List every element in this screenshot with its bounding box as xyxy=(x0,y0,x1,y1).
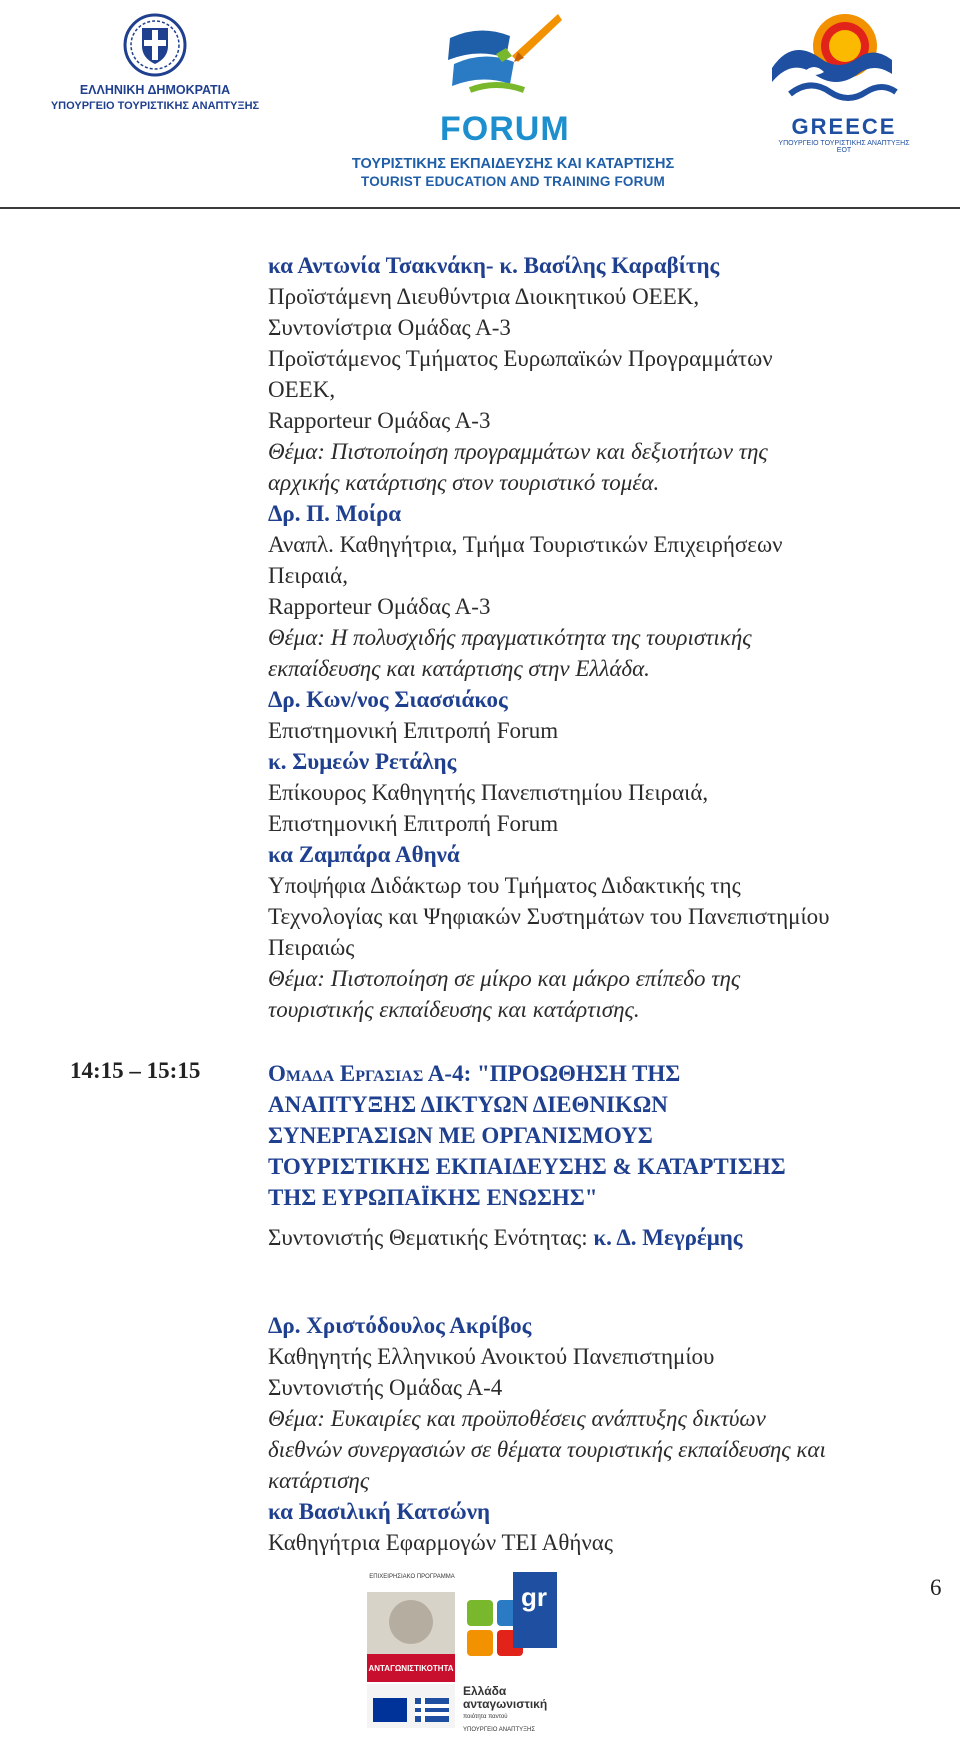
greek-coat-of-arms-icon xyxy=(120,10,190,80)
session-title-line: Α-4: "ΠΡΟΩΘΗΣΗ ΤΗΣ xyxy=(423,1061,681,1086)
topic-line: Θέμα: Πιστοποίηση προγραμμάτων και δεξιοτήτων της xyxy=(268,439,768,464)
topic-line: εκπαίδευσης και κατάρτισης στην Ελλάδα. xyxy=(268,656,650,681)
speaker-name: Δρ. Π. Μοίρα xyxy=(268,501,402,526)
ellada-line1: Ελλάδα xyxy=(463,1684,507,1698)
session-title-line: ΤΗΣ ΕΥΡΩΠΑΪΚΗΣ ΕΝΩΣΗΣ" xyxy=(268,1185,598,1210)
speaker-name: Δρ. Κων/νος Σιασσιάκος xyxy=(268,687,508,712)
topic-line: Θέμα: Πιστοποίηση σε μίκρο και μάκρο επίπεδο της xyxy=(268,966,741,991)
ministry-line2: ΥΠΟΥΡΓΕΙΟ ΤΟΥΡΙΣΤΙΚΗΣ ΑΝΑΠΤΥΞΗΣ xyxy=(50,100,260,112)
speaker-name: κ. Συμεών Ρετάλης xyxy=(268,749,457,774)
forum-title: FORUM xyxy=(440,110,570,148)
greece-tourism-logo xyxy=(760,6,920,166)
forum-subtitle-greek: ΤΟΥΡΙΣΤΙΚΗΣ ΕΚΠΑΙΔΕΥΣΗΣ ΚΑΙ ΚΑΤΑΡΤΙΣΗΣ xyxy=(351,156,675,172)
forum-logo xyxy=(320,10,700,200)
banner-word: ΑΝΤΑΓΩΝΙΣΤΙΚΟΤΗΤΑ xyxy=(368,1664,454,1673)
speaker-role: Rapporteur Ομάδας Α-3 xyxy=(268,594,491,619)
forum-subtitle-english: TOURIST EDUCATION AND TRAINING FORUM xyxy=(361,174,665,189)
header-divider xyxy=(0,207,960,209)
speaker-name: Δρ. Χριστόδουλος Ακρίβος xyxy=(268,1313,532,1338)
speaker-role: ΟΕΕΚ, xyxy=(268,377,336,402)
greece-logo-subtext: ΥΠΟΥΡΓΕΙΟ ΤΟΥΡΙΣΤΙΚΗΣ ΑΝΑΠΤΥΞΗΣ ΕΟΤ xyxy=(778,140,910,154)
coordinator-label: Συντονιστής Θεματικής Ενότητας: xyxy=(268,1225,594,1250)
svg-text:gr: gr xyxy=(521,1582,547,1612)
speaker-role: Αναπλ. Καθηγήτρια, Τμήμα Τουριστικών Επιχειρήσεων xyxy=(268,532,783,557)
speaker-role: Συντονίστρια Ομάδας Α-3 xyxy=(268,315,511,340)
speaker-role: Καθηγήτρια Εφαρμογών ΤΕΙ Αθήνας xyxy=(268,1530,613,1555)
speaker-role: Καθηγητής Ελληνικού Ανοικτού Πανεπιστημίου xyxy=(268,1344,715,1369)
speaker-role: Συντονιστής Ομάδας Α-4 xyxy=(268,1375,503,1400)
speaker-role: Επίκουρος Καθηγητής Πανεπιστημίου Πειραιά, xyxy=(268,780,709,805)
speaker-role: Επιστημονική Επιτροπή Forum xyxy=(268,718,559,743)
topic-line: τουριστικής εκπαίδευσης και κατάρτισης. xyxy=(268,997,640,1022)
speakers-a3 xyxy=(268,250,940,1025)
speaker-name: κα Βασιλική Κατσώνη xyxy=(268,1499,491,1524)
session-coordinator xyxy=(268,1225,743,1251)
ministry-line1: ΕΛΛΗΝΙΚΗ ΔΗΜΟΚΡΑΤΙΑ xyxy=(79,83,231,97)
banner-top-text: ΕΠΙΧΕΙΡΗΣΙΑΚΟ ΠΡΟΓΡΑΜΜΑ xyxy=(369,1574,455,1580)
competitiveness-program-icon xyxy=(365,1570,460,1732)
ellada-line3: ποιότητα παντού xyxy=(463,1714,508,1720)
speakers-a4 xyxy=(268,1310,940,1558)
page-header xyxy=(0,0,960,210)
speaker-role: Rapporteur Ομάδας Α-3 xyxy=(268,408,491,433)
speaker-role: Επιστημονική Επιτροπή Forum xyxy=(268,811,559,836)
speaker-role: Προϊστάμενος Τμήματος Ευρωπαϊκών Προγραμμάτων xyxy=(268,346,773,371)
speaker-role: Πειραιά, xyxy=(268,563,348,588)
footer-logos xyxy=(365,1570,565,1732)
topic-line: αρχικής κατάρτισης στον τουριστικό τομέα. xyxy=(268,470,660,495)
ellada-text xyxy=(463,1685,547,1737)
topic-line: διεθνών συνεργασιών σε θέματα τουριστικής εκπαίδευσης και xyxy=(268,1437,826,1462)
speaker-name: κα Αντωνία Τσακνάκη- κ. Βασίλης Καραβίτης xyxy=(268,253,720,278)
ellada-line4: ΥΠΟΥΡΓΕΙΟ ΑΝΑΠΤΥΞΗΣ xyxy=(463,1727,536,1733)
ellada-competitive-icon xyxy=(463,1570,563,1685)
greece-logo-text: GREECE xyxy=(791,114,897,139)
ellada-line2: ανταγωνιστική xyxy=(463,1697,548,1711)
page-number: 6 xyxy=(930,1575,942,1600)
session-title-line: ΑΝΑΠΤΥΞΗΣ ΔΙΚΤΥΩΝ ΔΙΕΘΝΙΚΩΝ xyxy=(268,1092,668,1117)
forum-emblem-icon xyxy=(440,10,570,110)
coordinator-name: κ. Δ. Μεγρέμης xyxy=(593,1225,743,1250)
session-title-line: ΣΥΝΕΡΓΑΣΙΩΝ ΜΕ ΟΡΓΑΝΙΣΜΟΥΣ xyxy=(268,1123,653,1148)
topic-line: κατάρτισης xyxy=(268,1468,370,1493)
session-title-prefix: Ομαδα Εργασιας xyxy=(268,1061,424,1086)
session-title xyxy=(268,1058,908,1213)
speaker-name: κα Ζαμπάρα Αθηνά xyxy=(268,842,460,867)
sun-waves-icon xyxy=(760,6,920,116)
session-time: 14:15 – 15:15 xyxy=(70,1058,201,1083)
speaker-role: Υποψήφια Διδάκτωρ του Τμήματος Διδακτικής της xyxy=(268,873,741,898)
topic-line: Θέμα: Ευκαιρίες και προϋποθέσεις ανάπτυξης δικτύων xyxy=(268,1406,766,1431)
session-title-line: ΤΟΥΡΙΣΤΙΚΗΣ ΕΚΠΑΙΔΕΥΣΗΣ & ΚΑΤΑΡΤΙΣΗΣ xyxy=(268,1154,786,1179)
topic-line: Θέμα: Η πολυσχιδής πραγματικότητα της τουριστικής xyxy=(268,625,752,650)
speaker-role: Πειραιώς xyxy=(268,935,355,960)
ministry-logo xyxy=(50,10,260,125)
speaker-role: Τεχνολογίας και Ψηφιακών Συστημάτων του Πανεπιστημίου xyxy=(268,904,830,929)
speaker-role: Προϊστάμενη Διευθύντρια Διοικητικού ΟΕΕΚ, xyxy=(268,284,700,309)
